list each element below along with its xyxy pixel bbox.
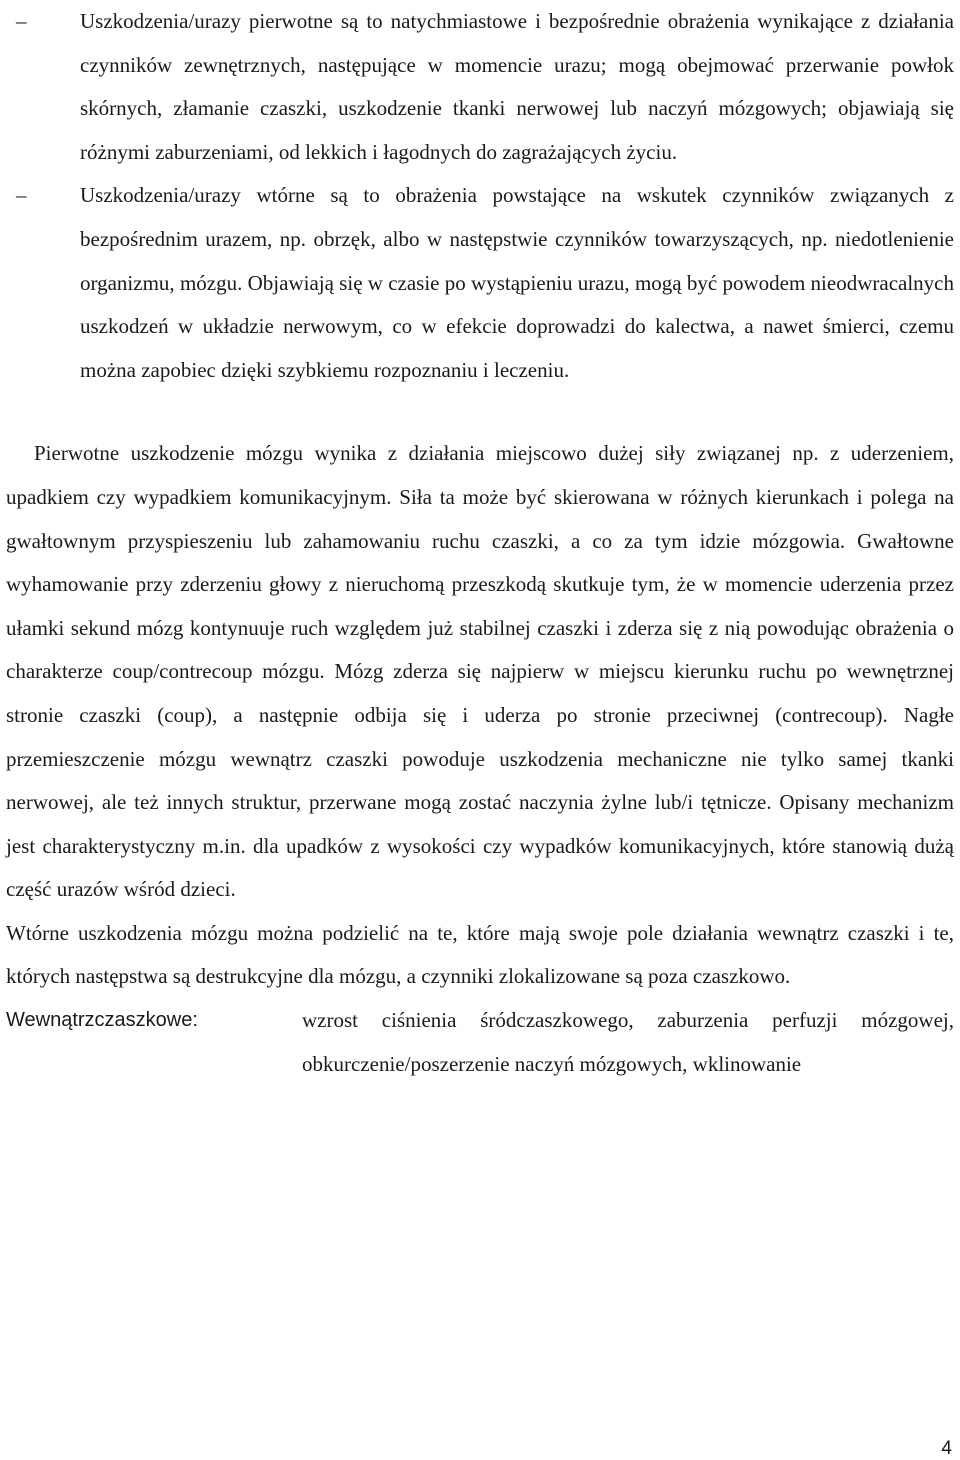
list-item-primary-injuries: [6, 0, 954, 174]
page-number: 4: [941, 1438, 952, 1459]
paragraph-primary-brain-injury: Pierwotne uszkodzenie mózgu wynika z działania miejscowo dużej siły związanej np. z uderzeniem, upadkiem czy wypadkiem komunikacyjnym. Siła ta może być skierowana w różnych kierunkach i polega na gwałtownym przyspieszeniu lub zahamowaniu ruchu czaszki, a co za tym idzie mózgowia. Gwałtowne wyhamowanie przy zderzeniu głowy z nieruchomą przeszkodą skutkuje tym, że w momencie uderzenia przez ułamki sekund mózg kontynuuje ruch względem już stabilnej czaszki i zderza się z nią powodując obrażenia o charakterze coup/contrecoup mózgu. Mózg zderza się najpierw w miejscu kierunku ruchu po wewnętrznej stronie czaszki (coup), a następnie odbija się i uderza po stronie przeciwnej (contrecoup). Nagłe przemieszczenie mózgu wewnątrz czaszki powoduje uszkodzenia mechaniczne nie tylko samej tkanki nerwowej, ale też innych struktur, przerwane mogą zostać naczynia żylne lub/i tętnicze. Opisany mechanizm jest charakterystyczny m.in. dla upadków z wysokości czy wypadków komunikacyjnych, które stanowią dużą część urazów wśród dzieci.: [6, 441, 954, 902]
definition-intracranial: [6, 999, 954, 1086]
dash-bullet: –: [16, 9, 27, 33]
list-item-text: Uszkodzenia/urazy pierwotne są to natychmiastowe i bezpośrednie obrażenia wynikające z działania czynników zewnętrznych, następujące w momencie urazu; mogą obejmować przerwanie powłok skórnych, złamanie czaszki, uszkodzenie tkanki nerwowej lub naczyń mózgowych; objawiają się różnymi zaburzeniami, od lekkich i łagodnych do zagrażających życiu.: [80, 9, 954, 164]
injury-types-list: [6, 0, 954, 392]
list-item-secondary-injuries: [6, 174, 954, 392]
dash-bullet: –: [16, 183, 27, 208]
definition-value: wzrost ciśnienia śródczaszkowego, zaburzenia perfuzji mózgowej, obkurczenie/poszerzenie naczyń mózgowych, wklinowanie: [302, 1008, 954, 1076]
definition-label: Wewnątrzczaszkowe:: [6, 1009, 198, 1032]
paragraph-secondary-brain-injury: Wtórne uszkodzenia mózgu można podzielić na te, które mają swoje pole działania wewnątrz czaszki i te, których następstwa są destrukcyjne dla mózgu, a czynniki zlokalizowane są poza czaszkowo.: [6, 920, 954, 989]
list-item-text: Uszkodzenia/urazy wtórne są to obrażenia powstające na wskutek czynników związanych z bezpośrednim urazem, np. obrzęk, albo w następstwie czynników towarzyszących, np. niedotlenienie organizmu, mózgu. Objawiają się w czasie po wystąpieniu urazu, mogą być powodem nieodwracalnych uszkodzeń w układzie nerwowym, co w efekcie doprowadzi do kalectwa, a nawet śmierci, czemu można zapobiec dzięki szybkiemu rozpoznaniu i leczeniu.: [80, 183, 954, 382]
